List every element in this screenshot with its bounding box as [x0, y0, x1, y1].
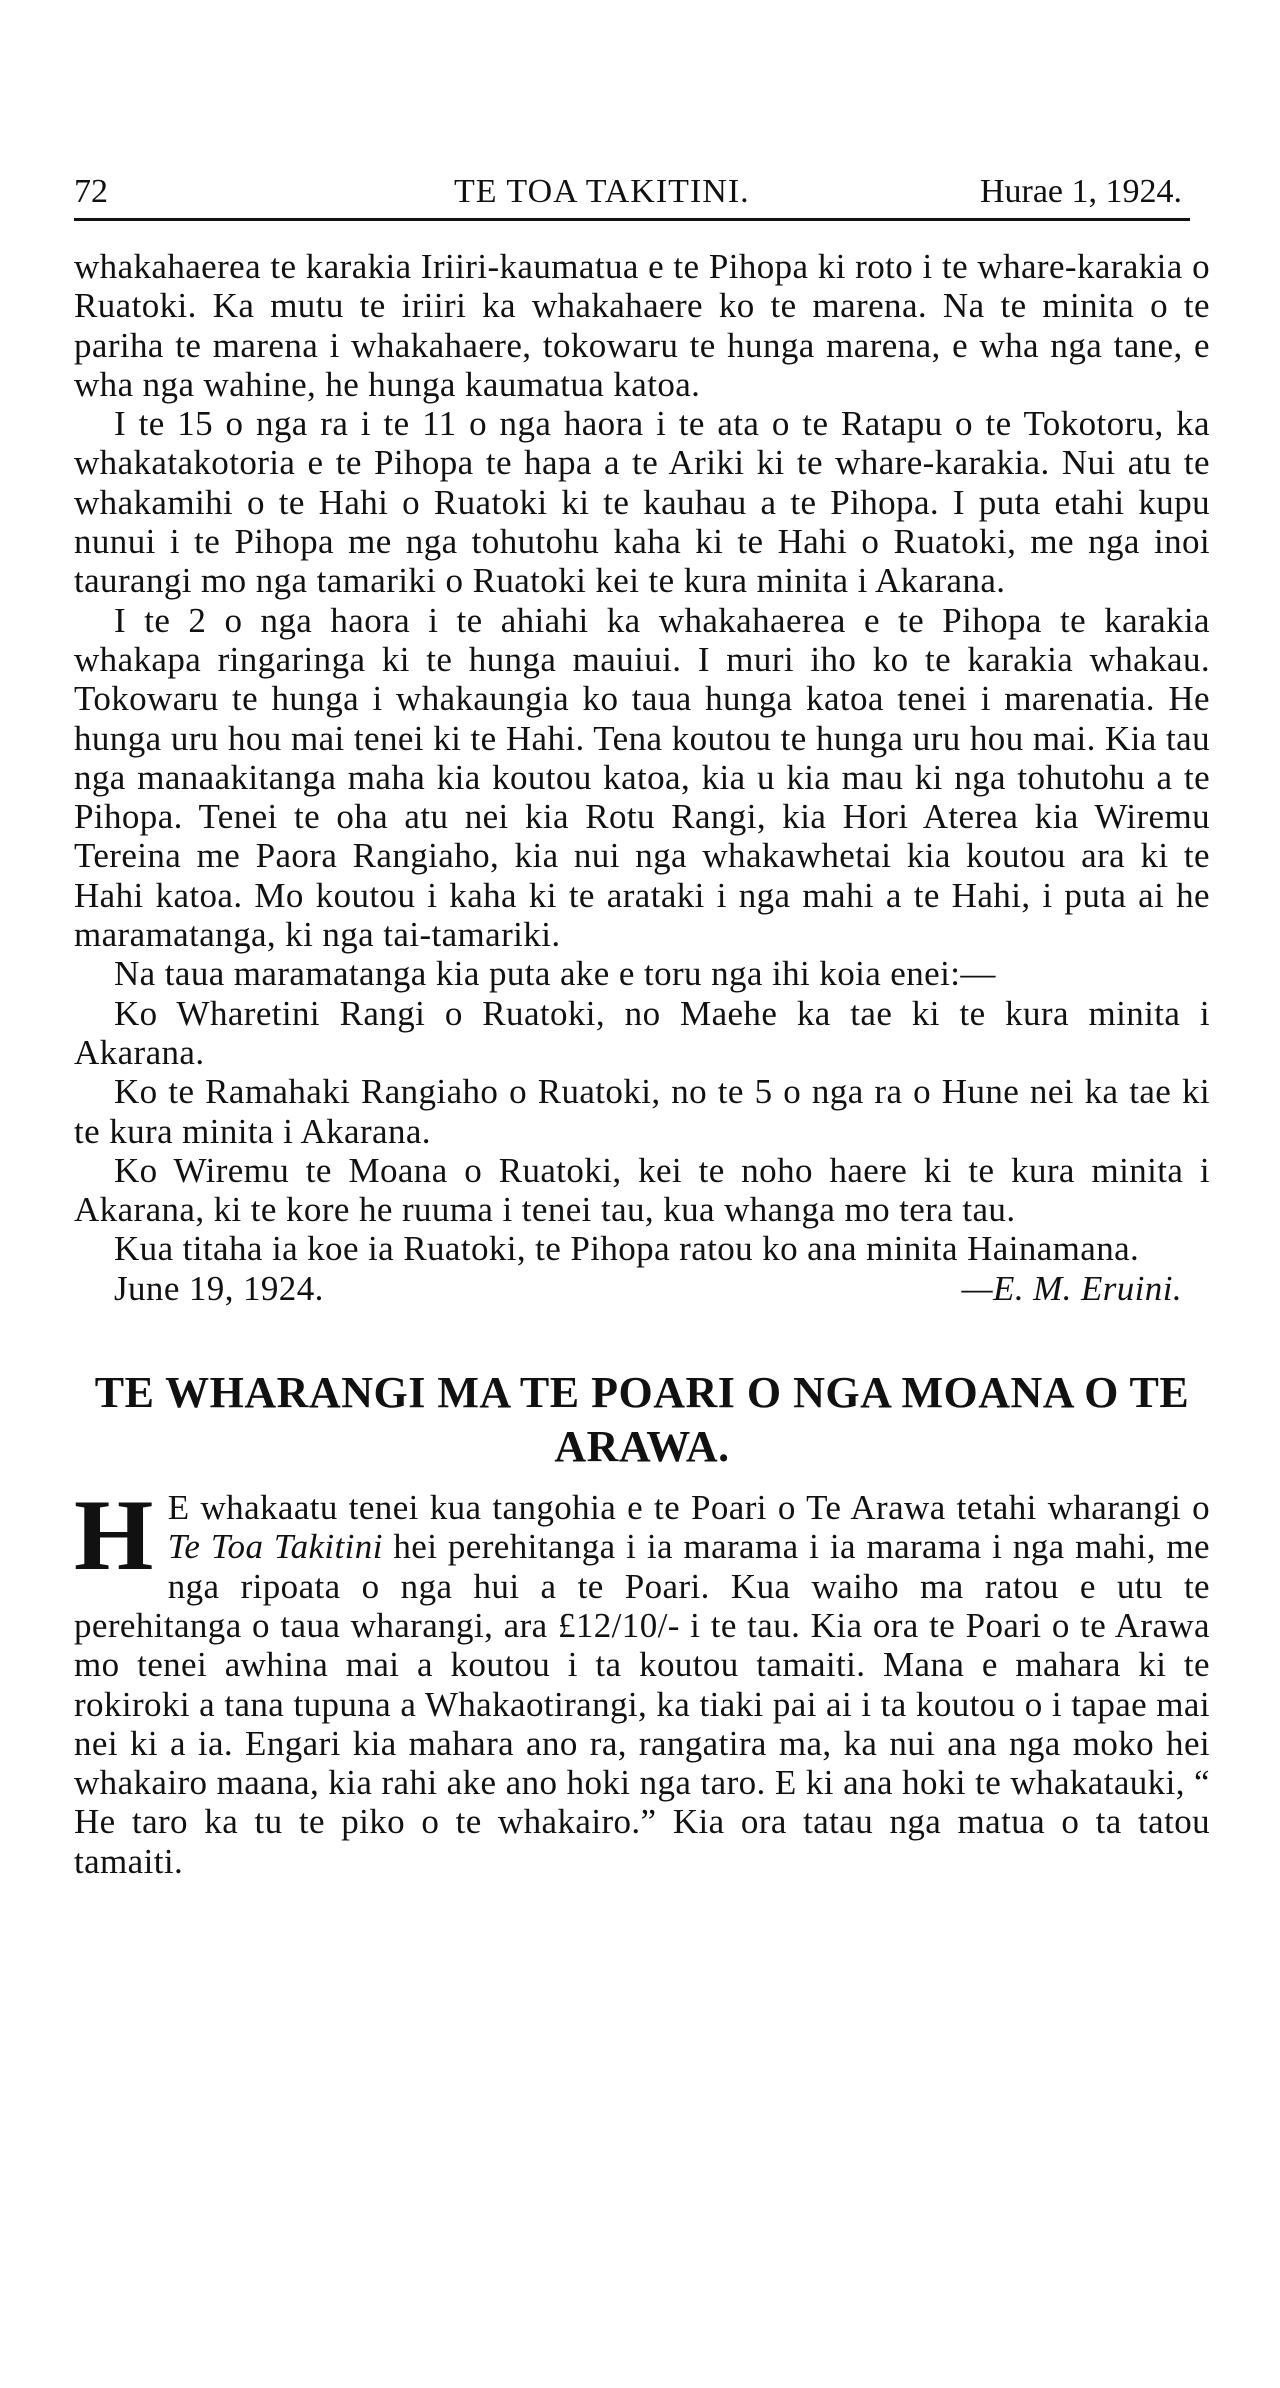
- paragraph: Ko Wharetini Rangi o Ruatoki, no Maehe ka tae ki te kura minita i Akarana.: [74, 993, 1210, 1072]
- publication-title: Te Toa Takitini: [167, 1527, 383, 1567]
- article2-body: [74, 1479, 1210, 1881]
- journal-title: TE TOA TAKITINI.: [454, 173, 750, 210]
- text-run: hei perehitanga i ia marama i ia marama i nga mahi, me nga ripoata o nga hui a te Poari. Kua waiho ma ratou e utu te perehitanga o taua wharangi, ara £12/10/- i te tau. Kia ora te Poari o te Arawa mo tenei awhina mai a koutou i ta koutou tamaiti. Mana e mahara ki te rokiroki a tana tupuna a Whakaotirangi, ka tiaki pai ai i ta koutou o i tapae mai nei ki a ia. Engari kia mahara ano ra, rangatira ma, ka nui ana nga moko hei whakairo maana, kia rahi ake ano hoki nga taro. E ki ana hoki te whakatauki, “ He taro ka tu te piko o te whakairo.” Kia ora tatau nga matua o ta tatou tamaiti.: [74, 1527, 1210, 1881]
- signature-author: —E. M. Eruini.: [961, 1268, 1182, 1308]
- paragraph: Ko Wiremu te Moana o Ruatoki, kei te noho haere ki te kura minita i Akarana, ki te kore he ruuma i tenei tau, kua whanga mo tera tau.: [74, 1150, 1210, 1230]
- signature-date: June 19, 1924.: [114, 1268, 324, 1308]
- paragraph: Na taua maramatanga kia puta ake e toru nga ihi koia enei:—: [114, 954, 996, 994]
- paragraph: I te 15 o nga ra i te 11 o nga haora i te ata o te Ratapu o te Tokotoru, ka whakatakotoria e te Pihopa te hapa a te Ariki ki te whare-karakia. Nui atu te whakamihi o te Hahi o Ruatoki ki te kauhau a te Pihopa. I puta etahi kupu nunui i te Pihopa me nga tohutohu kaha ki te Hahi o Ruatoki, me nga inoi taurangi mo nga tamariki o Ruatoki kei te kura minita i Akarana.: [74, 404, 1210, 601]
- paragraph: [74, 1479, 1210, 1881]
- text-run: E whakaatu tenei kua tangohia e te Poari o Te Arawa tetahi wharangi o: [167, 1488, 1210, 1528]
- section-heading: TE WHARANGI MA TE POARI O NGA MOANA O TE ARAWA.: [94, 1368, 1190, 1472]
- page-number: 72: [74, 173, 108, 210]
- signature-line: [74, 1269, 1210, 1308]
- paragraph: Kua titaha ia koe ia Ruatoki, te Pihopa ratou ko ana minita Hainamana.: [114, 1229, 1140, 1269]
- paragraph: whakahaerea te karakia Iriiri-kaumatua e te Pihopa ki roto i te whare-karakia o Ruatoki. Ka mutu te iriiri ka whakahaere ko te marena. Na te minita o te pariha te marena i whakahaere, tokowaru te hunga marena, e wha nga tane, e wha nga wahine, he hunga kaumatua katoa.: [74, 247, 1210, 404]
- drop-cap: H: [74, 1479, 154, 1593]
- header-rule: [74, 218, 1190, 221]
- issue-date: Hurae 1, 1924.: [979, 173, 1182, 210]
- article-body: [74, 247, 1210, 1308]
- paragraph: Ko te Ramahaki Rangiaho o Ruatoki, no te 5 o nga ra o Hune nei ka tae ki te kura minita i Akarana.: [74, 1072, 1210, 1151]
- running-head: [74, 170, 1210, 214]
- paragraph: I te 2 o nga haora i te ahiahi ka whakahaerea e te Pihopa te karakia whakapa ringaringa ki te hunga mauiui. I muri iho ko te karakia whakau. Tokowaru te hunga i whakaungia ko taua hunga katoa tenei i marenatia. He hunga uru hou mai tenei ki te Hahi. Tena koutou te hunga uru hou mai. Kia tau nga manaakitanga maha kia koutou katoa, kia u kia mau ki nga tohutohu a te Pihopa. Tenei te oha atu nei kia Rotu Rangi, kia Hori Aterea kia Wiremu Tereina me Paora Rangiaho, kia nui nga whakawhetai kia koutou ara ki te Hahi katoa. Mo koutou i kaha ki te arataki i nga mahi a te Hahi, i puta ai he maramatanga, ki nga tai-tamariki.: [74, 600, 1210, 955]
